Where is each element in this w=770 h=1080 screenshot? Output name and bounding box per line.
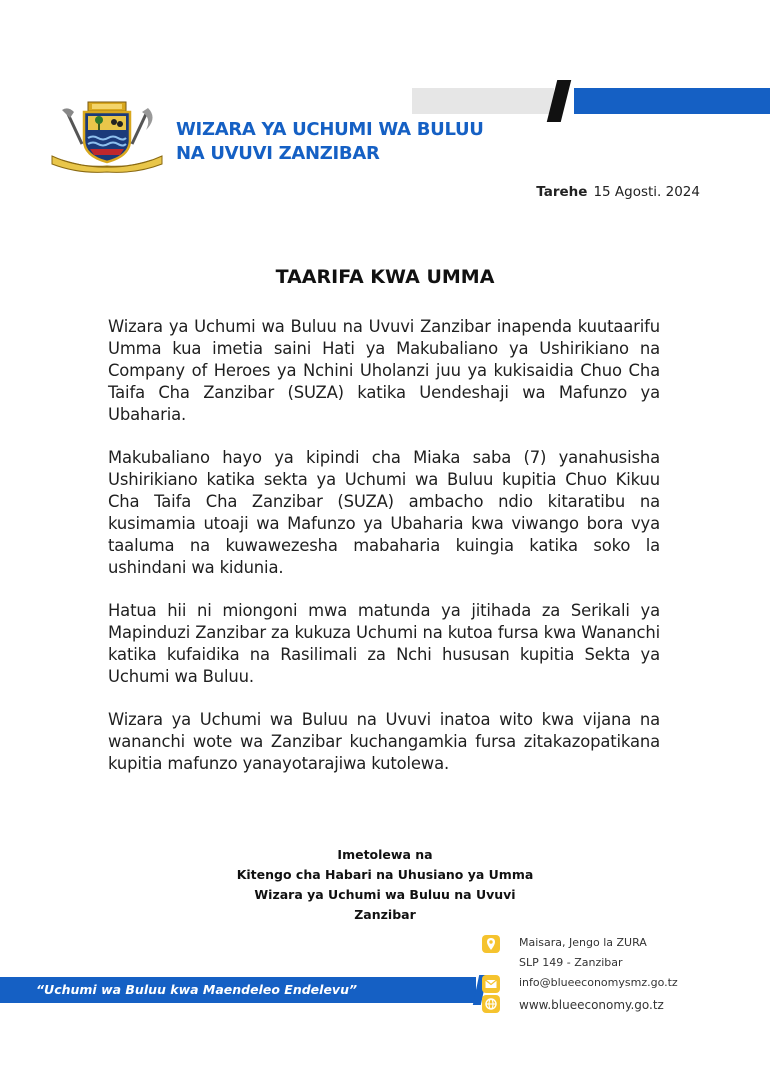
globe-icon [482, 995, 500, 1013]
website-link[interactable]: www.blueeconomy.go.tz [519, 998, 664, 1012]
ministry-name-line1: WIZARA YA UCHUMI WA BULUU [176, 119, 484, 140]
header-blue-bar [574, 88, 770, 114]
ministry-name [176, 118, 484, 166]
email-link[interactable]: info@blueeconomysmz.go.tz [519, 976, 678, 989]
email-icon [482, 975, 500, 993]
footer-slogan: “Uchumi wa Buluu kwa Maendeleo Endelevu” [36, 982, 358, 997]
location-pin-icon [482, 935, 500, 953]
paragraph-3: Hatua hii ni miongoni mwa matunda ya jitihada za Serikali ya Mapinduzi Zanzibar za kukuza Uchumi na kutoa fursa kwa Wananchi katika kufaidika na Rasilimali za Nchi hususan kupitia Sekta ya Uchumi wa Buluu. [108, 601, 660, 686]
issuer-line-4: Zanzibar [354, 907, 416, 922]
zanzibar-coat-of-arms-emblem [48, 100, 166, 174]
issuer-line-3: Wizara ya Uchumi wa Buluu na Uvuvi [254, 887, 516, 902]
header-grey-bar [412, 88, 554, 114]
date-label: Tarehe [536, 184, 588, 200]
issuer-line-2: Kitengo cha Habari na Uhusiano ya Umma [236, 867, 534, 882]
address-line-2: SLP 149 - Zanzibar [519, 956, 623, 969]
contact-address2-row [482, 954, 682, 974]
contact-address-row [482, 934, 682, 954]
paragraph-4: Wizara ya Uchumi wa Buluu na Uvuvi inatoa wito kwa vijana na wananchi wote wa Zanzibar kuchangamkia fursa zitakazopatikana kupitia mafunzo yanayotarajiwa kutolewa. [108, 710, 660, 773]
contact-web-row [482, 994, 682, 1014]
date-line [536, 184, 700, 200]
document-title: TAARIFA KWA UMMA [275, 266, 495, 288]
paragraph-2: Makubaliano hayo ya kipindi cha Miaka saba (7) yanahusisha Ushirikiano katika sekta ya Uchumi wa Buluu kupitia Chuo Kikuu Cha Taifa Cha Zanzibar (SUZA) ambacho ndio kitaratibu na kusimamia utoaji wa Mafunzo ya Ubaharia kwa viwango bora vya taaluma na kuwawezesha mabaharia kuingia katika soko la ushindani wa kidunia. [108, 448, 660, 577]
ministry-name-line2: NA UVUVI ZANZIBAR [176, 143, 380, 164]
issuer-line-1: Imetolewa na [337, 847, 433, 862]
paragraph-1: Wizara ya Uchumi wa Buluu na Uvuvi Zanzibar inapenda kuutaarifu Umma kua imetia saini Hati ya Makubaliano ya Ushirikiano na Company of Heroes ya Nchini Uholanzi juu ya kukisaidia Chuo Cha Taifa Cha Zanzibar (SUZA) katika Uendeshaji wa Mafunzo ya Ubaharia. [108, 317, 660, 424]
issuer-block [0, 845, 770, 925]
date-value: 15 Agosti. 2024 [593, 184, 700, 200]
address-line-1: Maisara, Jengo la ZURA [519, 936, 647, 949]
contact-block [482, 934, 682, 1014]
document-body [108, 316, 660, 796]
contact-email-row [482, 974, 682, 994]
